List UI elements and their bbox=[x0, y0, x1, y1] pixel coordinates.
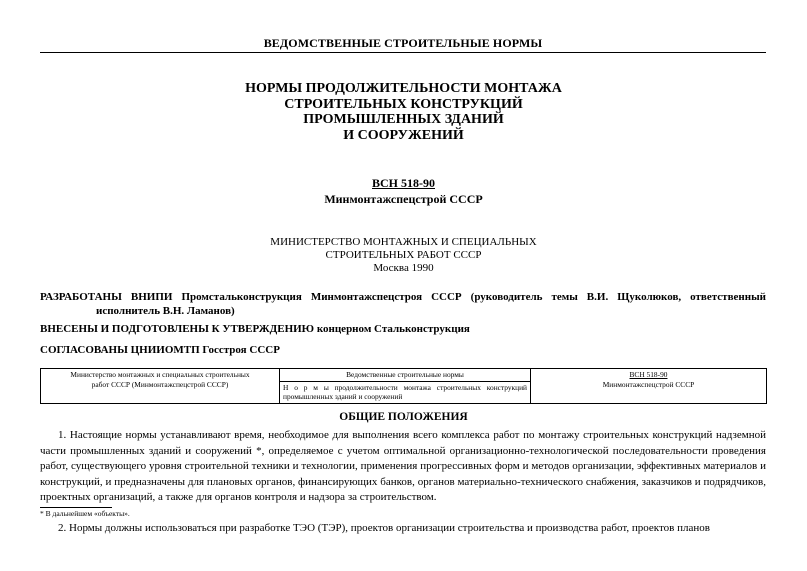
document-code-text: ВСН 518-90 bbox=[372, 176, 435, 190]
section-title: ОБЩИЕ ПОЛОЖЕНИЯ bbox=[339, 411, 468, 423]
paragraph-2: 2. Нормы должны использоваться при разработке ТЭО (ТЭР), проектов организации строительства и производства работ, проектов планов bbox=[58, 522, 710, 534]
developed-by-line-1: РАЗРАБОТАНЫ ВНИПИ Промстальконструкция Минмонтажспецстроя СССР (руководитель темы В.И. Щуколюков, ответственный bbox=[40, 291, 766, 303]
developed-by bbox=[40, 290, 766, 318]
document-info-table bbox=[40, 368, 767, 404]
code-cell-org: Минмонтажспецстрой СССР bbox=[602, 379, 695, 389]
title-line-1: НОРМЫ ПРОДОЛЖИТЕЛЬНОСТИ МОНТАЖА bbox=[245, 81, 562, 96]
norms-cell bbox=[280, 369, 531, 404]
footnote-divider bbox=[40, 507, 112, 508]
ministry-line-1: МИНИСТЕРСТВО МОНТАЖНЫХ И СПЕЦИАЛЬНЫХ bbox=[270, 236, 537, 248]
ministry-cell-line-2: работ СССР (Минмонтажспецстрой СССР) bbox=[91, 379, 229, 389]
introduced-by: ВНЕСЕНЫ И ПОДГОТОВЛЕНЫ К УТВЕРЖДЕНИЮ концерном Стальконструкция bbox=[40, 323, 470, 335]
series-header: ВЕДОМСТВЕННЫЕ СТРОИТЕЛЬНЫЕ НОРМЫ bbox=[263, 36, 543, 50]
title-line-3: ПРОМЫШЛЕННЫХ ЗДАНИЙ bbox=[303, 112, 504, 127]
code-cell bbox=[531, 369, 767, 404]
document-org: Минмонтажспецстрой СССР bbox=[324, 192, 483, 206]
document-title bbox=[100, 81, 707, 143]
ministry-cell bbox=[41, 369, 280, 404]
title-line-2: СТРОИТЕЛЬНЫХ КОНСТРУКЦИЙ bbox=[284, 96, 523, 112]
paragraph-1: 1. Настоящие нормы устанавливают время, необходимое для выполнения всего комплекса работ по монтажу строительных конструкций надземной части промышленных зданий и сооружений *, определяемое с учетом оптимальной организационно-технологической последовательности проведения работ, существующего уровня строительной техники и технологии, применения прогрессивных форм и методов организации, эффективных материалов и конструкций, и предназначены для плановых органов, финансирующих банков, органов материально-технического снабжения, заказчиков и подрядчиков, проектных организаций, а также для органов контроля и надзора за строительством. bbox=[40, 429, 766, 503]
developed-by-line-2: исполнитель В.Н. Ламанов) bbox=[96, 305, 235, 317]
city-year: Москва 1990 bbox=[373, 262, 434, 274]
ministry-cell-line-1: Министерство монтажных и специальных строительных bbox=[70, 370, 250, 379]
norms-type: Ведомственные строительные нормы bbox=[280, 369, 530, 382]
table-row bbox=[41, 369, 767, 404]
header-divider bbox=[40, 52, 766, 53]
agreed-by: СОГЛАСОВАНЫ ЦНИИОМТП Госстроя СССР bbox=[40, 344, 280, 356]
document-code bbox=[100, 176, 707, 191]
ministry-block bbox=[100, 236, 707, 275]
code-cell-code: ВСН 518-90 bbox=[629, 370, 668, 379]
ministry-line-2: СТРОИТЕЛЬНЫХ РАБОТ СССР bbox=[325, 249, 482, 261]
footnote: * В дальнейшем «объекты». bbox=[40, 509, 130, 518]
norms-title: Н о р м ы продолжительности монтажа строительных конструкций промышленных зданий и сооружений bbox=[283, 382, 527, 401]
title-line-4: И СООРУЖЕНИЙ bbox=[343, 127, 464, 143]
